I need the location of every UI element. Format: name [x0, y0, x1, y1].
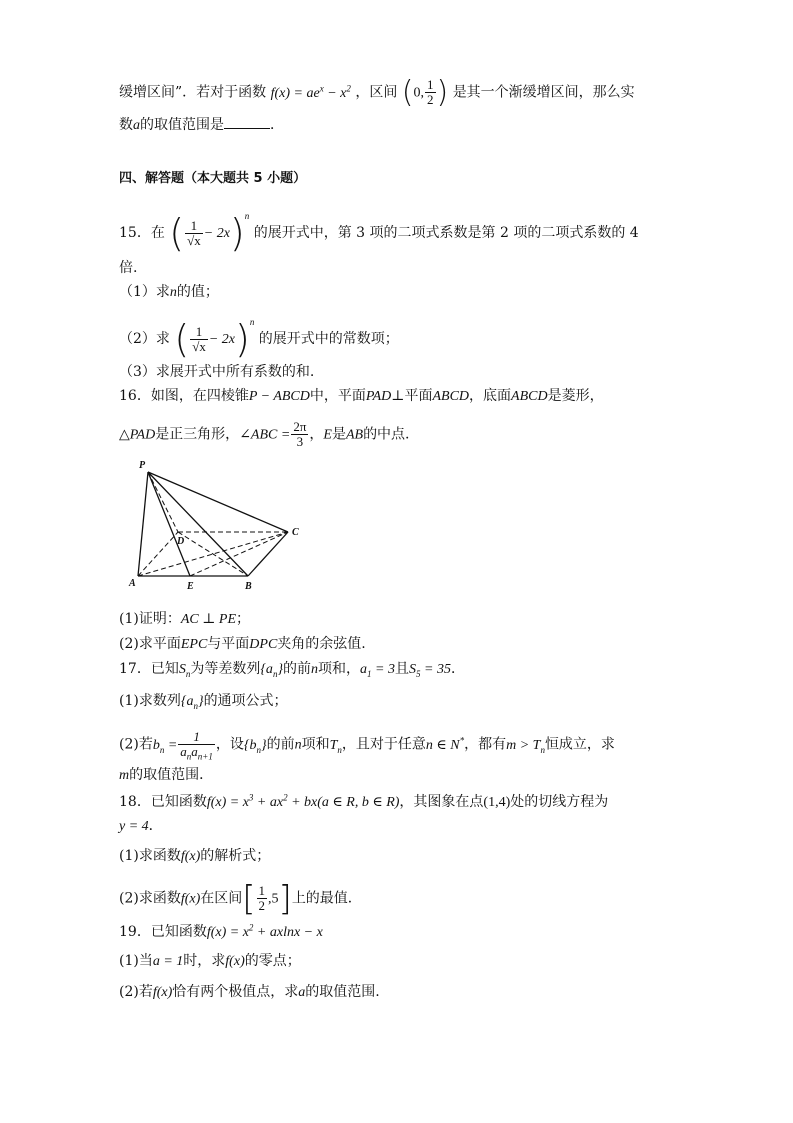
q14-line2: 数a的取值范围是 ． — [119, 114, 284, 136]
label-d: D — [177, 536, 185, 547]
label-p: P — [139, 460, 146, 471]
q17-part2-cont: m的取值范围． — [119, 767, 214, 783]
pyramid-figure — [126, 455, 306, 593]
label-c: C — [292, 527, 299, 538]
q14-line1: 缓增区间”．若对于函数 $f(x) = ae^x - x^2$ ，区间 (0, $\frac{1}{2}$ ) 是其一个渐缓增区间，那么实 — [119, 74, 635, 110]
edge-db — [178, 532, 248, 576]
q15-part3: （3）求展开式中所有系数的和. — [119, 364, 315, 380]
edge-ad — [138, 532, 178, 576]
q16-part2: (2)求平面EPC与平面DPC夹角的余弦值. — [119, 636, 366, 652]
interval-fraction: $\frac{1}{2}$ — [427, 77, 434, 107]
label-b: B — [245, 581, 252, 592]
q16-stem: 16．如图，在四棱锥P − ABCD中，平面PAD⊥平面ABCD，底面ABCD是菱形， — [119, 388, 604, 404]
q14-text: 缓增区间”．若对于函数 — [119, 84, 267, 101]
q16-part1: (1)证明：AC ⊥ PE； — [119, 611, 251, 627]
q15-part2: （2）求 ( $\frac{1}{√x}$ − 2x)$^n$ 的展开式中的常数项； — [119, 317, 399, 361]
edge-pb — [148, 472, 248, 576]
edge-pa — [138, 472, 148, 576]
q15-stem-cont: 倍. — [119, 260, 138, 276]
q14-text: ，区间 — [355, 84, 398, 101]
q19-stem: 19．已知函数$f(x) = x^2 + axlnx - x$ — [119, 922, 323, 940]
edge-pd — [148, 472, 178, 532]
q17-part2: (2)若$b_n$ = $\frac{1}{a_na_{n+1}}$ ，设$\{b_n\}$的前n项和$T_n$，且对于任意n ∈ N*，都有$m > T_n$恒成立，求 — [119, 729, 615, 762]
section-title: 四、解答题（本大题共 5 小题） — [119, 171, 307, 186]
edge-bc — [248, 532, 288, 576]
q18-part1: (1)求函数f(x)的解析式； — [119, 848, 271, 864]
label-e: E — [187, 581, 194, 592]
q15-fraction: $\frac{1}{√x}$ — [187, 217, 201, 248]
q15-part1: （1）求n的值； — [119, 284, 219, 300]
q18-stem-cont: y = 4． — [119, 818, 163, 834]
label-a: A — [129, 578, 136, 589]
q14-function: $f(x) = ae^x - x^2$ — [270, 82, 351, 101]
q19-part1: (1)当a = 1时，求f(x)的零点； — [119, 953, 301, 969]
q14-text: 是其一个渐缓增区间，那么实 — [452, 84, 635, 101]
answer-blank[interactable] — [224, 114, 270, 129]
q18-stem: 18．已知函数$f(x) = x^3 + ax^2 + bx(a$ ∈ R, b ∈ R)，其图象在点(1,4)处的切线方程为 — [119, 792, 609, 810]
q15-stem: 15．在 ( $\frac{1}{√x}$ − 2x)$^n$ 的展开式中，第 3 项的二项式系数是第 2 项的二项式系数的 4 — [119, 211, 639, 255]
q19-part2: (2)若f(x)恰有两个极值点，求a的取值范围. — [119, 984, 380, 1000]
q16-stem-cont: △PAD是正三角形，∠ABC = $\frac{2\pi}{3}$ ，E是AB的中点. — [119, 419, 410, 449]
edge-ec — [190, 532, 288, 576]
q17-part1: (1)求数列$\{a_n\}$的通项公式； — [119, 693, 288, 711]
interval-left: 0, — [413, 85, 425, 101]
q18-part2: (2)求函数f(x)在区间[ $\frac{1}{2}$ ,5]上的最值． — [119, 878, 362, 919]
q17-stem: 17．已知$S_n$为等差数列$\{a_n\}$的前n项和，$a_1 = 3$且$S_5 = 35$． — [119, 661, 465, 679]
